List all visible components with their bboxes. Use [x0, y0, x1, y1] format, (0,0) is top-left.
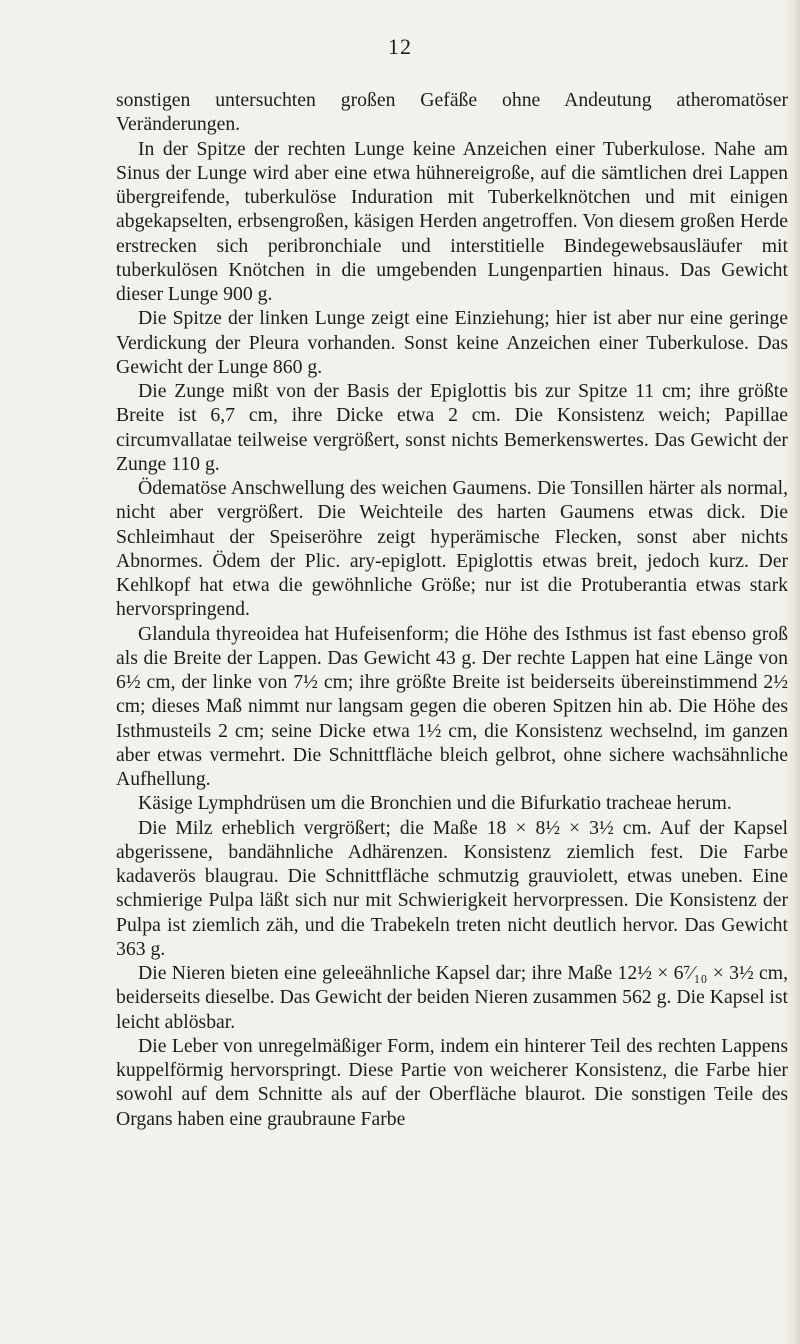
paragraph: Ödematöse Anschwellung des weichen Gaumens. Die Tonsillen härter als normal, nicht aber vergrößert. Die Weichteile des harten Gaumens etwas dick. Die Schleimhaut der Speiseröhre zeigt hyperämische Flecken, sonst aber nichts Abnormes. Ödem der Plic. ary-epiglott. Epiglottis etwas breit, jedoch kurz. Der Kehlkopf hat etwa die gewöhnliche Größe; nur ist die Protuberantia etwas stark hervorspringend. [116, 477, 788, 621]
paragraph: Käsige Lymphdrüsen um die Bronchien und die Bifurkatio tracheae herum. [138, 792, 732, 815]
paragraph: Die Leber von unregelmäßiger Form, indem ein hinterer Teil des rechten Lappens kuppelförmig hervorspringt. Diese Partie von weicherer Konsistenz, die Farbe hier sowohl auf dem Schnitte als auf der Oberfläche blaurot. Die sonstigen Teile des Organs haben eine graubraune Farbe [116, 1034, 788, 1130]
paragraph: Die Spitze der linken Lunge zeigt eine Einziehung; hier ist aber nur eine geringe Verdickung der Pleura vorhanden. Sonst keine Anzeichen einer Tuberkulose. Das Gewicht der Lunge 860 g. [116, 307, 788, 378]
paragraph: sonstigen untersuchten großen Gefäße ohne Andeutung atheromatöser Veränderungen. [116, 89, 788, 136]
body-text [116, 88, 788, 1131]
paragraph: Die Milz erheblich vergrößert; die Maße 18 × 8½ × 3½ cm. Auf der Kapsel abgerissene, bandähnliche Adhärenzen. Konsistenz ziemlich fest. Die Farbe kadaverös blaugrau. Die Schnittfläche schmutzig grauviolett, etwas uneben. Eine schmierige Pulpa läßt sich nur mit Schwierigkeit hervorpressen. Die Konsistenz der Pulpa ist ziemlich zäh, und die Trabekeln treten nicht deutlich hervor. Das Gewicht 363 g. [116, 816, 788, 960]
page-edge-shadow [786, 0, 800, 1344]
paragraph: Glandula thyreoidea hat Hufeisenform; die Höhe des Isthmus ist fast ebenso groß als die Breite der Lappen. Das Gewicht 43 g. Der rechte Lappen hat eine Länge von 6½ cm, der linke von 7½ cm; ihre größte Breite ist beiderseits übereinstimmend 2½ cm; dieses Maß nimmt nur langsam gegen die oberen Spitzen hin ab. Die Höhe des Isthmusteils 2 cm; seine Dicke etwa 1½ cm, die Konsistenz wechselnd, im ganzen aber etwas vermehrt. Die Schnittfläche bleich gelbrot, ohne sichere wachsähnliche Aufhellung. [116, 622, 788, 790]
paragraph: Die Zunge mißt von der Basis der Epiglottis bis zur Spitze 11 cm; ihre größte Breite ist 6,7 cm, ihre Dicke etwa 2 cm. Die Konsistenz weich; Papillae circumvallatae teilweise vergrößert, sonst nichts Bemerkenswertes. Das Gewicht der Zunge 110 g. [116, 380, 788, 475]
paragraph: In der Spitze der rechten Lunge keine Anzeichen einer Tuberkulose. Nahe am Sinus der Lunge wird aber eine etwa hühnereigroße, auf die sämtlichen drei Lappen übergreifende, tuberkulöse Induration mit Tuberkelknötchen und mit einigen abgekapselten, erbsengroßen, käsigen Herden angetroffen. Von diesem großen Herde erstrecken sich peribronchiale und interstitielle Bindegewebsausläufer mit tuberkulösen Knötchen in die umgebenden Lungenpartien hinaus. Das Gewicht dieser Lunge 900 g. [116, 137, 788, 305]
paragraph: Die Nieren bieten eine geleeähnliche Kapsel dar; ihre Maße 12½ × 6⁷⁄₁₀ × 3½ cm, beiderseits dieselbe. Das Gewicht der beiden Nieren zusammen 562 g. Die Kapsel ist leicht ablösbar. [116, 962, 788, 1033]
page-number: 12 [388, 34, 412, 59]
